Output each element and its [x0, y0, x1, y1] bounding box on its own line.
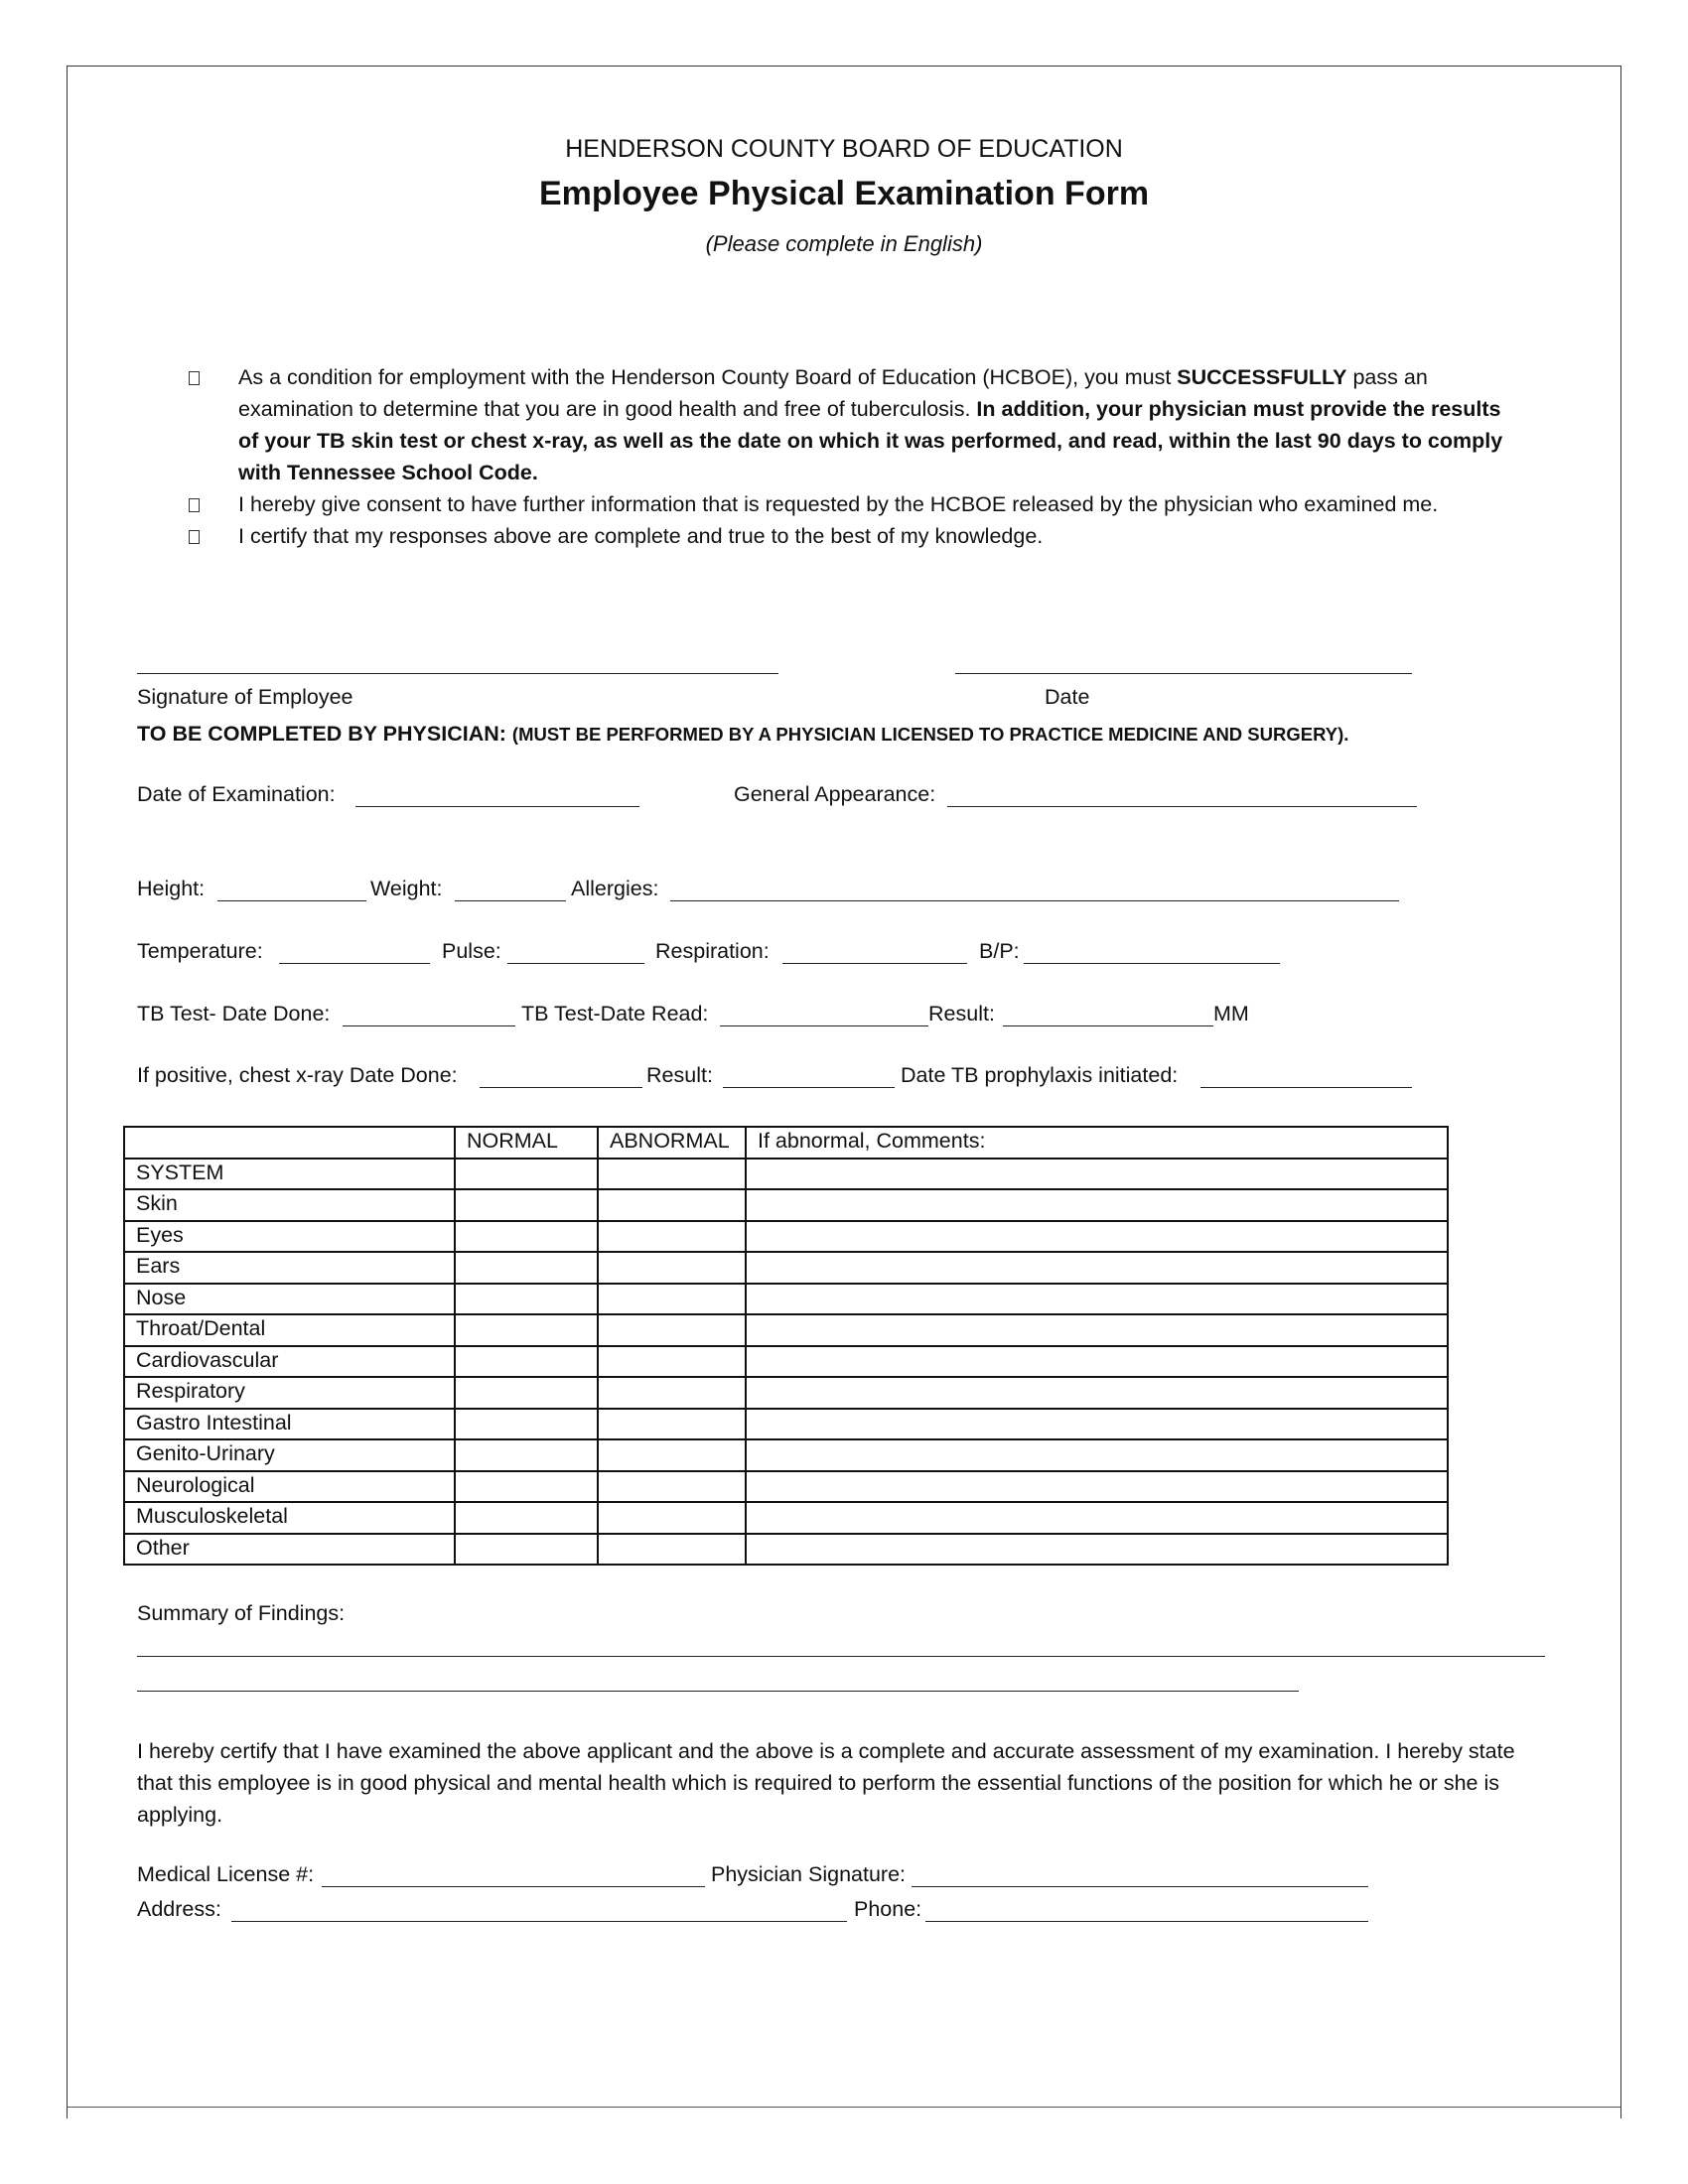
respiration-label: Respiration: — [655, 939, 770, 963]
system-name: Throat/Dental — [124, 1314, 455, 1346]
table-header-normal: NORMAL — [455, 1127, 598, 1159]
xray-result-field[interactable] — [723, 1087, 895, 1088]
consent-emphasis: SUCCESSFULLY — [1177, 365, 1347, 389]
normal-cell[interactable] — [455, 1314, 598, 1346]
consent-list — [189, 361, 1519, 552]
table-row — [124, 1314, 1448, 1346]
physician-heading-text: TO BE COMPLETED BY PHYSICIAN: — [137, 722, 506, 746]
system-name: Neurological — [124, 1471, 455, 1503]
bp-field[interactable] — [1024, 963, 1280, 964]
comments-cell[interactable] — [746, 1377, 1448, 1409]
tb-date-read-label: TB Test-Date Read: — [521, 1002, 709, 1025]
system-name: Other — [124, 1534, 455, 1566]
system-name: Cardiovascular — [124, 1346, 455, 1378]
form-title: Employee Physical Examination Form — [538, 175, 1150, 212]
normal-cell[interactable] — [455, 1409, 598, 1440]
abnormal-cell[interactable] — [598, 1314, 746, 1346]
xray-date-done-label: If positive, chest x-ray Date Done: — [137, 1063, 458, 1087]
phone-field[interactable] — [925, 1921, 1368, 1922]
pulse-field[interactable] — [507, 963, 644, 964]
abnormal-cell[interactable] — [598, 1221, 746, 1253]
comments-cell[interactable] — [746, 1189, 1448, 1221]
employee-date-line[interactable] — [955, 673, 1412, 674]
xray-result-label: Result: — [646, 1063, 713, 1087]
tb-date-done-label: TB Test- Date Done: — [137, 1002, 331, 1025]
bullet-box-icon — [189, 498, 200, 512]
address-label: Address: — [137, 1897, 221, 1921]
normal-cell[interactable] — [455, 1221, 598, 1253]
tb-result-unit: MM — [1213, 1002, 1249, 1025]
abnormal-cell[interactable] — [598, 1189, 746, 1221]
normal-cell[interactable] — [455, 1189, 598, 1221]
prophylaxis-date-label: Date TB prophylaxis initiated: — [901, 1063, 1179, 1087]
general-appearance-label: General Appearance: — [734, 782, 936, 806]
allergies-field[interactable] — [670, 900, 1399, 901]
physician-signature-field[interactable] — [912, 1886, 1368, 1887]
comments-cell[interactable] — [746, 1284, 1448, 1315]
normal-cell[interactable] — [455, 1502, 598, 1534]
summary-line-1[interactable] — [137, 1656, 1545, 1657]
table-row — [124, 1189, 1448, 1221]
abnormal-cell[interactable] — [598, 1346, 746, 1378]
bullet-box-icon — [189, 530, 200, 544]
employee-date-label: Date — [1045, 685, 1090, 709]
table-header-row — [124, 1127, 1448, 1159]
consent-emphasis: In addition, your physician must provide the results of your TB skin test or chest x-ray, as well as the date on which it was performed, and read, within the last 90 days to comply with Tennessee School Code. — [238, 397, 1503, 484]
medical-license-label: Medical License #: — [137, 1862, 315, 1886]
comments-cell[interactable] — [746, 1252, 1448, 1284]
xray-date-done-field[interactable] — [480, 1087, 642, 1088]
comments-cell[interactable] — [746, 1439, 1448, 1471]
system-name: Respiratory — [124, 1377, 455, 1409]
normal-cell[interactable] — [455, 1471, 598, 1503]
comments-cell[interactable] — [746, 1346, 1448, 1378]
abnormal-cell[interactable] — [598, 1471, 746, 1503]
consent-item-release — [189, 488, 1519, 520]
table-row — [124, 1346, 1448, 1378]
consent-item-certify — [189, 520, 1519, 552]
abnormal-cell[interactable] — [598, 1502, 746, 1534]
pulse-label: Pulse: — [442, 939, 501, 963]
table-row — [124, 1221, 1448, 1253]
systems-exam-table — [123, 1126, 1449, 1566]
table-row — [124, 1502, 1448, 1534]
normal-cell[interactable] — [455, 1377, 598, 1409]
system-name: Gastro Intestinal — [124, 1409, 455, 1440]
form-language-note: (Please complete in English) — [705, 231, 983, 256]
comments-cell[interactable] — [746, 1471, 1448, 1503]
physician-certification-text: I hereby certify that I have examined the above applicant and the above is a complete and accurate assessment of my examination. I hereby state that this employee is in good physical and mental health which is required to perform the essential functions of the position for which he or she is applying. — [137, 1739, 1515, 1827]
table-row — [124, 1439, 1448, 1471]
temperature-label: Temperature: — [137, 939, 263, 963]
respiration-field[interactable] — [782, 963, 967, 964]
system-name: Nose — [124, 1284, 455, 1315]
abnormal-cell[interactable] — [598, 1252, 746, 1284]
normal-cell[interactable] — [455, 1439, 598, 1471]
normal-cell[interactable] — [455, 1252, 598, 1284]
normal-cell[interactable] — [455, 1284, 598, 1315]
tb-date-read-field[interactable] — [720, 1025, 928, 1026]
bullet-box-icon — [189, 371, 200, 385]
table-header-cell — [124, 1127, 455, 1159]
physician-heading-note: (MUST BE PERFORMED BY A PHYSICIAN LICENSED TO PRACTICE MEDICINE AND SURGERY). — [511, 724, 1349, 745]
table-header-comments: If abnormal, Comments: — [746, 1127, 1448, 1159]
page-border-bottom — [67, 2107, 1621, 2108]
system-name: Musculoskeletal — [124, 1502, 455, 1534]
weight-label: Weight: — [370, 877, 443, 900]
comments-cell[interactable] — [746, 1409, 1448, 1440]
medical-license-field[interactable] — [322, 1886, 705, 1887]
tb-date-done-field[interactable] — [343, 1025, 515, 1026]
allergies-label: Allergies: — [571, 877, 659, 900]
prophylaxis-date-field[interactable] — [1200, 1087, 1412, 1088]
consent-text: pass an examination to determine that you are in good health and free of tuberculosis. — [238, 365, 1428, 421]
system-name: Genito-Urinary — [124, 1439, 455, 1471]
summary-label: Summary of Findings: — [137, 1601, 346, 1625]
abnormal-cell[interactable] — [598, 1159, 746, 1190]
abnormal-cell[interactable] — [598, 1409, 746, 1440]
abnormal-cell[interactable] — [598, 1284, 746, 1315]
consent-text: I certify that my responses above are complete and true to the best of my knowledge. — [238, 524, 1044, 548]
normal-cell[interactable] — [455, 1346, 598, 1378]
physician-section-heading — [137, 722, 1348, 747]
summary-line-2[interactable] — [137, 1691, 1299, 1692]
system-name: Skin — [124, 1189, 455, 1221]
table-row — [124, 1377, 1448, 1409]
weight-field[interactable] — [455, 900, 566, 901]
table-row — [124, 1471, 1448, 1503]
bp-label: B/P: — [979, 939, 1020, 963]
physician-signature-label: Physician Signature: — [711, 1862, 906, 1886]
date-of-exam-field[interactable] — [355, 806, 639, 807]
system-name: SYSTEM — [124, 1159, 455, 1190]
consent-text: I hereby give consent to have further information that is requested by the HCBOE released by the physician who examined me. — [238, 492, 1439, 516]
system-name: Ears — [124, 1252, 455, 1284]
general-appearance-field[interactable] — [947, 806, 1417, 807]
table-row — [124, 1284, 1448, 1315]
address-field[interactable] — [231, 1921, 847, 1922]
organization-name: HENDERSON COUNTY BOARD OF EDUCATION — [565, 135, 1123, 163]
consent-text: As a condition for employment with the Henderson County Board of Education (HCBOE), you must — [238, 365, 1178, 389]
employee-signature-line[interactable] — [137, 673, 778, 674]
employee-signature-label: Signature of Employee — [137, 685, 353, 709]
normal-cell[interactable] — [455, 1534, 598, 1566]
comments-cell[interactable] — [746, 1502, 1448, 1534]
consent-item-condition — [189, 361, 1519, 488]
table-row — [124, 1534, 1448, 1566]
comments-cell[interactable] — [746, 1221, 1448, 1253]
comments-cell[interactable] — [746, 1534, 1448, 1566]
table-row — [124, 1252, 1448, 1284]
tb-result-label: Result: — [928, 1002, 995, 1025]
abnormal-cell[interactable] — [598, 1534, 746, 1566]
table-header-abnormal: ABNORMAL — [598, 1127, 746, 1159]
system-name: Eyes — [124, 1221, 455, 1253]
temperature-field[interactable] — [279, 963, 430, 964]
phone-label: Phone: — [854, 1897, 922, 1921]
height-label: Height: — [137, 877, 206, 900]
height-field[interactable] — [217, 900, 366, 901]
abnormal-cell[interactable] — [598, 1439, 746, 1471]
normal-cell[interactable] — [455, 1159, 598, 1190]
comments-cell[interactable] — [746, 1159, 1448, 1190]
table-row — [124, 1159, 1448, 1190]
comments-cell[interactable] — [746, 1314, 1448, 1346]
abnormal-cell[interactable] — [598, 1377, 746, 1409]
table-row — [124, 1409, 1448, 1440]
date-of-exam-label: Date of Examination: — [137, 782, 336, 806]
tb-result-field[interactable] — [1003, 1025, 1213, 1026]
